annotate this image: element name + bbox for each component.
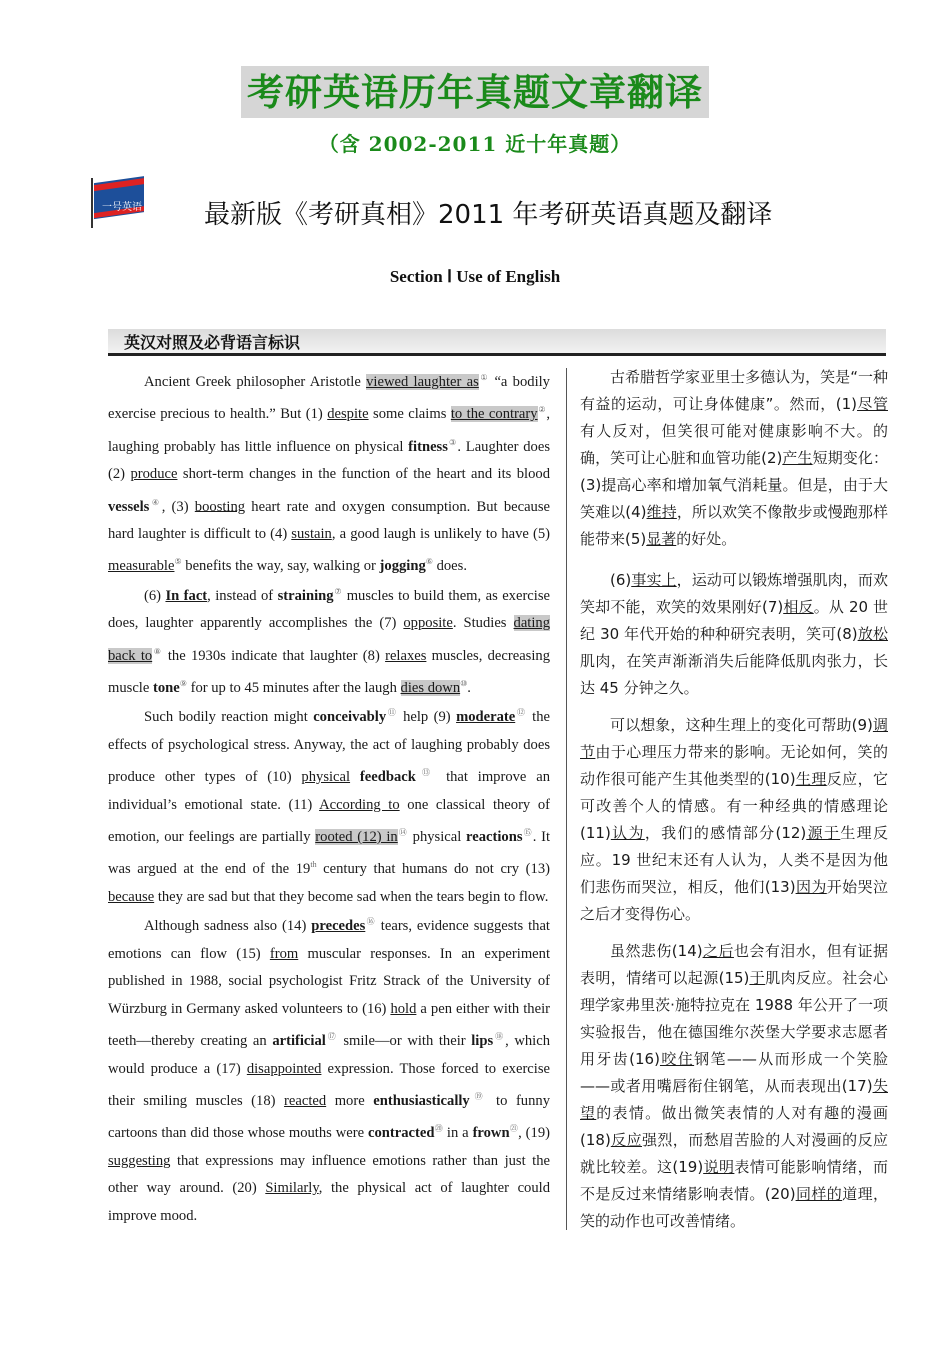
english-paragraph-2: (6) In fact, instead of straining⑦ muscles to build them, as exercise does, laughter apparently accomplishes the (7) opposite. Studies dating back to⑧ the 1930s indicate that laughter (8) relaxes muscles, decreasing muscle tone⑨ for up to 45 minutes after the laugh dies down⑩. <box>108 586 551 696</box>
page-title: 考研英语历年真题文章翻译 <box>241 66 709 118</box>
section-bar-label: 英汉对照及必背语言标识 <box>124 333 301 352</box>
chinese-paragraph-1: 古希腊哲学家亚里士多德认为，笑是“一种有益的运动，可让身体健康”。然而，(1)尽管有人反对，但笑很可能对健康影响不大。的确，笑可让心脏和血管功能(2)产生短期变化：(3)提高心率和增加氧气消耗量。但是，由于大笑难以(4)维持，所以欢笑不像散步或慢跑那样能带来(5)显著的好处。 <box>580 368 888 548</box>
logo-text: 一号英语 <box>102 202 142 213</box>
book-title: 最新版《考研真相》2011 年考研英语真题及翻译 <box>204 200 773 230</box>
column-divider <box>566 368 567 1230</box>
chinese-paragraph-2: (6)事实上，运动可以锻炼增强肌肉，而欢笑却不能，欢笑的效果刚好(7)相反。从 20 世纪 30 年代开始的种种研究表明，笑可(8)放松肌肉，在笑声渐渐消失后能降低肌肉张力，长达 45 分钟之久。 <box>580 571 888 697</box>
section-heading: Section Ⅰ Use of English <box>389 267 561 286</box>
book-logo-icon <box>88 176 150 230</box>
title-wrap <box>0 66 950 118</box>
english-column <box>108 364 550 1227</box>
page-subtitle: （含 2002-2011 近十年真题） <box>318 132 632 156</box>
english-paragraph-1: Ancient Greek philosopher Aristotle viewed laughter as① “a bodily exercise precious to health.” But (1) despite some claims to the contrary②, laughing probably has little influence on physical fitness③. Laughter does (2) produce short-term changes in the function of the heart and its blood vessels④, (3) boosting heart rate and oxygen consumption. But because hard laughter is difficult to (4) sustain, a good laugh is unlikely to have (5) measurable⑤ benefits the way, say, walking or jogging⑥ does. <box>108 373 551 575</box>
chinese-paragraph-4: 虽然悲伤(14)之后也会有泪水，但有证据表明，情绪可以起源(15)于肌肉反应。社会心理学家弗里茨·施特拉克在 1988 年公开了一项实验报告，他在德国维尔茨堡大学要求志愿者用牙齿(16)咬住钢笔——从而形成一个笑脸——或者用嘴唇衔住钢笔，从而表现出(17)失望的表情。做出微笑表情的人对有趣的漫画(18)反应强烈，而愁眉苦脸的人对漫画的反应就比较差。这(19)说明表情可能影响情绪，而不是反过来情绪影响表情。(20)同样的道理，笑的动作也可改善情绪。 <box>580 942 888 1230</box>
english-paragraph-4: Although sadness also (14) precedes⑯ tears, evidence suggests that emotions can flow (15) from muscular responses. In an experiment published in 1988, social psychologist Fritz Strack of the University of Würzburg in Germany asked volunteers to (16) hold a pen either with their teeth—thereby creating an artificial⑰ smile—or with their lips⑱, which would produce a (17) disappointed expression. Those forced to exercise their smiling muscles (18) reacted more enthusiastically⑲ to funny cartoons than did those whose mouths were contracted⑳ in a frown$^㉑$, (19) suggesting that expressions may influence emotions rather than just the other way around. (20) Similarly, the physical act of laughter could improve mood. <box>108 917 551 1224</box>
chinese-paragraph-3: 可以想象，这种生理上的变化可帮助(9)调节由于心理压力带来的影响。无论如何，笑的动作很可能产生其他类型的(10)生理反应，它可改善个人的情感。有一种经典的情感理论(11)认为，我们的感情部分(12)源于生理反应。19 世纪末还有人认为，人类不是因为他们悲伤而哭泣，相反，他们(13)因为开始哭泣之后才变得伤心。 <box>580 716 888 923</box>
english-paragraph-3: Such bodily reaction might conceivably⑪ help (9) moderate⑫ the effects of psychological stress. Anyway, the act of laughing probably does produce other types of (10) physical feedback⑬ that improve an individual’s emotional state. (11) According to one classical theory of emotion, our feelings are partially rooted (12) in⑭ physical reactions⑮. It was argued at the end of the 19th century that humans do not cry (13) because they are sad but that they become sad when the tears begin to flow. <box>108 708 551 905</box>
section-bar <box>108 329 886 356</box>
chinese-column <box>580 364 888 1245</box>
